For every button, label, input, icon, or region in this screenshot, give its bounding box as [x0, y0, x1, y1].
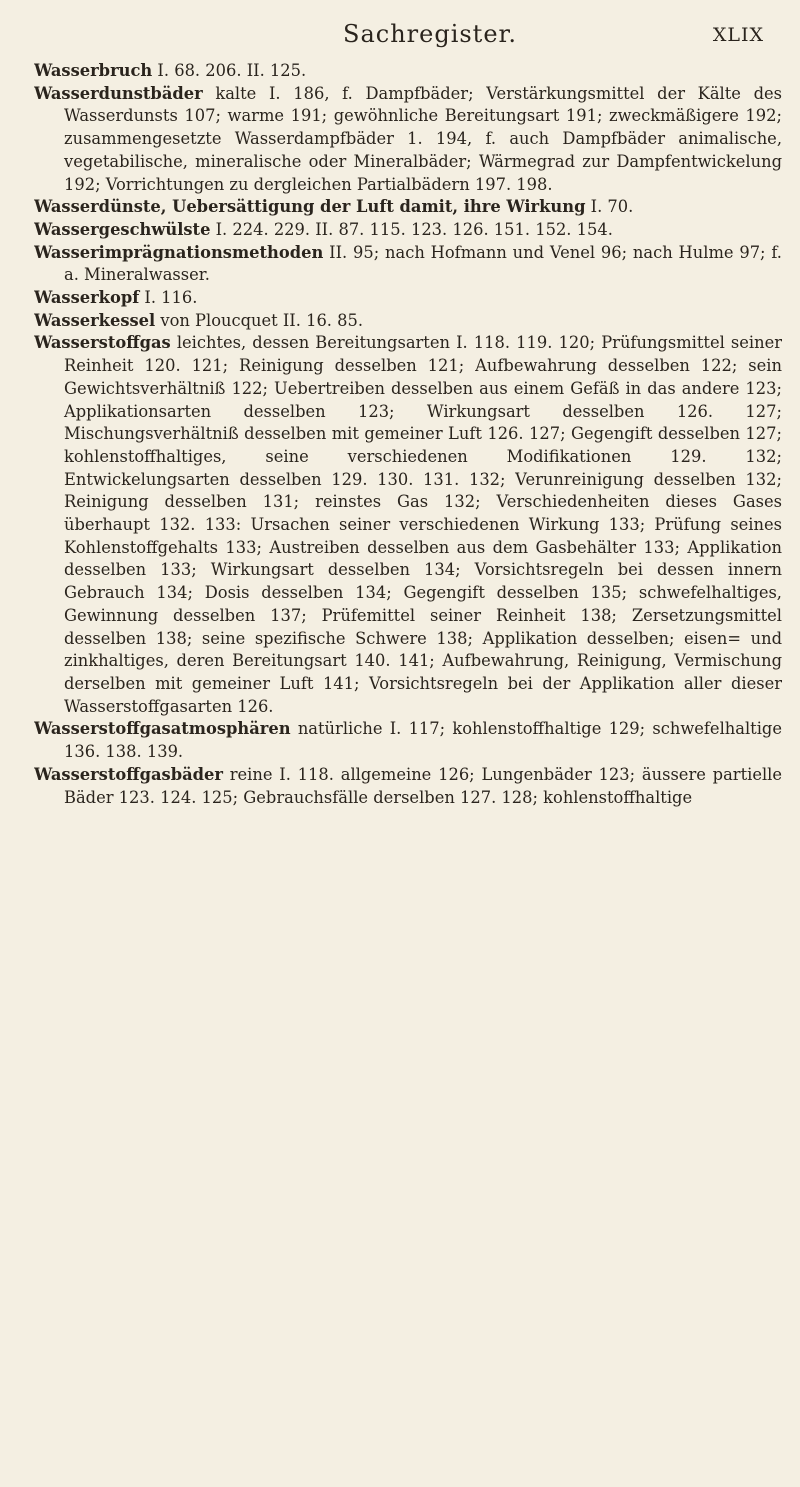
entry-head: Wasserstoffgasbäder	[34, 764, 223, 784]
entry-head: Wasserstoffgas	[34, 333, 171, 353]
running-head: Sachregister.	[343, 20, 517, 48]
index-entry	[34, 60, 782, 83]
page-header	[0, 18, 800, 58]
entry-head: Wasserstoffgasatmosphären	[34, 719, 291, 739]
page-number: XLIX	[712, 24, 764, 46]
entry-text: I. 116.	[139, 288, 198, 308]
index-entry	[34, 83, 782, 197]
entry-text: kalte I. 186, f. Dampfbäder; Verstärkungsmittel der Kälte des Wasserdunsts 107; warme 191; gewöhnliche Bereitungsart 191; zweckmäßigere 192; zusammengesetzte Wasserdampfbäder 1. 194, f. auch Dampfbäder animalische, vegetabilische, mineralische oder Mineralbäder; Wärmegrad zur Dampfentwickelung 192; Vorrichtungen zu dergleichen Partialbädern 197. 198.	[64, 83, 782, 194]
index-entry	[34, 287, 782, 310]
index-entry	[34, 718, 782, 763]
entry-text: I. 224. 229. II. 87. 115. 123. 126. 151. 152. 154.	[210, 219, 613, 239]
entry-head: Wasserkessel	[34, 310, 156, 330]
entry-head: Wasserimprägnationsmethoden	[34, 242, 324, 262]
entry-text: II. 95; nach Hofmann und Venel 96; nach Hulme 97; f. a. Mineralwasser.	[64, 242, 782, 285]
entry-head: Wasserkopf	[34, 288, 140, 308]
entry-head: Wassergeschwülste	[34, 219, 211, 239]
entry-text: leichtes, dessen Bereitungsarten I. 118. 119. 120; Prüfungsmittel seiner Reinheit 120. 121; Reinigung desselben 121; Aufbewahrung desselben 122; sein Gewichtsverhältniß 122; Uebertreiben desselben aus einem Gefäß in das andere 123; Applikationsarten desselben 123; Wirkungsart desselben 126. 127; Mischungsverhältniß desselben mit gemeiner Luft 126. 127; Gegengift desselben 127; kohlenstoffhaltiges, seine verschiedenen Modifikationen 129. 132; Entwickelungsarten desselben 129. 130. 131. 132; Verunreinigung desselben 132; Reinigung desselben 131; reinstes Gas 132; Verschiedenheiten dieses Gases überhaupt 132. 133: Ursachen seiner verschiedenen Wirkung 133; Prüfung seines Kohlenstoffgehalts 133; Austreiben desselben aus dem Gasbehälter 133; Applikation desselben 133; Wirkungsart desselben 134; Vorsichtsregeln bei dessen innern Gebrauch 134; Dosis desselben 134; Gegengift desselben 135; schwefelhaltiges, Gewinnung desselben 137; Prüfemittel seiner Reinheit 138; Zersetzungsmittel desselben 138; seine spezifische Schwere 138; Applikation desselben; eisen= und zinkhaltiges, deren Bereitungsart 140. 141; Aufbewahrung, Reinigung, Vermischung derselben mit gemeiner Luft 141; Vorsichtsregeln bei der Applikation aller dieser Wasserstoffgasarten 126.	[64, 333, 782, 716]
entry-text: natürliche I. 117; kohlenstoffhaltige 129; schwefelhaltige 136. 138. 139.	[64, 719, 782, 762]
index-entry	[34, 219, 782, 242]
entry-text: I. 68. 206. II. 125.	[152, 61, 307, 80]
entry-head: Wasserdünste, Uebersättigung der Luft damit, ihre Wirkung	[34, 197, 586, 217]
index-entry	[34, 196, 782, 219]
entry-text: von Ploucquet II. 16. 85.	[155, 310, 364, 330]
entry-text: reine I. 118. allgemeine 126; Lungenbäder 123; äussere partielle Bäder 123. 124. 125; Gebrauchsfälle derselben 127. 128; kohlenstoffhaltige	[64, 764, 782, 807]
index-entries	[34, 60, 782, 1470]
entry-head: Wasserbruch	[34, 61, 153, 80]
index-entry	[34, 310, 782, 333]
entry-text: I. 70.	[585, 197, 634, 217]
entry-head: Wasserdunstbäder	[34, 83, 203, 103]
index-entry	[34, 332, 782, 718]
index-entry	[34, 242, 782, 287]
index-entry	[34, 764, 782, 809]
